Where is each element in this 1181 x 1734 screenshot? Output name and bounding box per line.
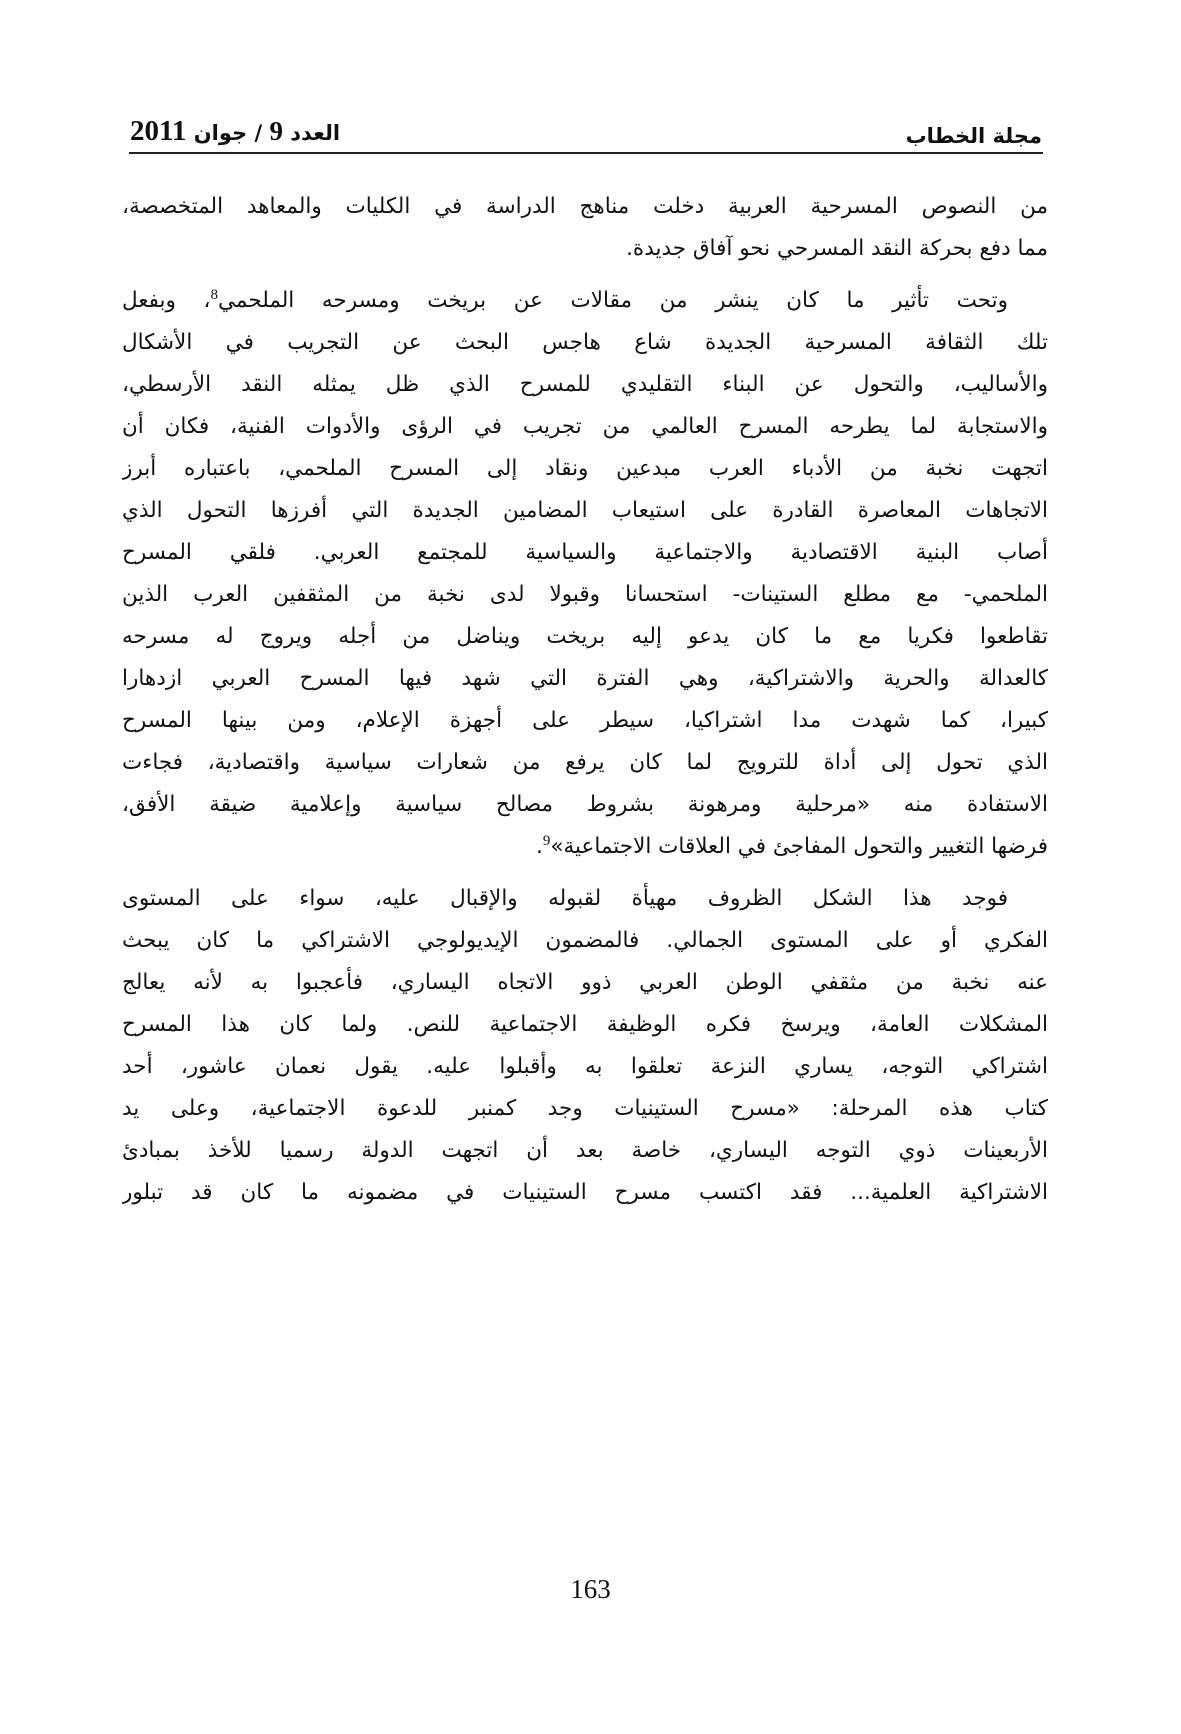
text-line: كالعدالة والحرية والاشتراكية، وهي الفترة التي شهد فيها المسرح العربي ازدهارا	[122, 666, 1048, 691]
text-line: مما دفع بحركة النقد المسرحي نحو آفاق جديدة.	[626, 236, 1048, 261]
text-line: فوجد هذا الشكل الظروف مهيأة لقبوله والإقبال عليه، سواء على المستوى	[122, 886, 1008, 911]
header-rule	[129, 152, 1043, 154]
text-fragment: ، وبفعل	[122, 288, 211, 313]
text-line: أصاب البنية الاقتصادية والاجتماعية والسياسية للمجتمع العربي. فلقي المسرح	[122, 540, 1048, 565]
text-line: الفكري أو على المستوى الجمالي. فالمضمون الإيديولوجي الاشتراكي ما كان يبحث	[122, 928, 1048, 953]
issue-label: العدد	[290, 121, 341, 145]
page-number: 163	[570, 1574, 611, 1604]
issue-month: / جوان	[193, 121, 263, 145]
paragraph-1	[122, 186, 1048, 270]
text-line: الاشتراكية العلمية... فقد اكتسب مسرح الستينيات في مضمونه ما كان قد تبلور	[122, 1180, 1048, 1205]
text-fragment: وتحت تأثير ما كان ينشر من مقالات عن بريخت ومسرحه الملحمي	[217, 288, 1008, 313]
text-fragment: فرضها التغيير والتحول المفاجئ في العلاقات الاجتماعية»	[550, 834, 1048, 859]
footnote-ref-9[interactable]: 9	[542, 833, 551, 849]
text-line: الأربعينات ذوي التوجه اليساري، خاصة بعد أن اتجهت الدولة رسميا للأخذ بمبادئ	[122, 1138, 1048, 1163]
text-line: من النصوص المسرحية العربية دخلت مناهج الدراسة في الكليات والمعاهد المتخصصة،	[122, 194, 1048, 219]
article-body	[122, 186, 1048, 1214]
text-line: المشكلات العامة، ويرسخ فكره الوظيفة الاجتماعية للنص. ولما كان هذا المسرح	[122, 1012, 1048, 1037]
text-line: اتجهت نخبة من الأدباء العرب مبدعين ونقاد إلى المسرح الملحمي، باعتباره أبرز	[122, 456, 1048, 481]
text-fragment: .	[535, 834, 543, 859]
text-line: اشتراكي التوجه، يساري النزعة تعلقوا به وأقبلوا عليه. يقول نعمان عاشور، أحد	[122, 1054, 1048, 1079]
text-line: الاتجاهات المعاصرة القادرة على استيعاب المضامين الجديدة التي أفرزها التحول الذي	[122, 498, 1048, 523]
text-line: الذي تحول إلى أداة للترويج لما كان يرفع من شعارات سياسية واقتصادية، فجاءت	[122, 750, 1048, 775]
issue-info	[130, 115, 340, 148]
text-line	[122, 280, 1048, 322]
text-line: عنه نخبة من مثقفي الوطن العربي ذوو الاتجاه اليساري، فأعجبوا به لأنه يعالج	[122, 970, 1048, 995]
text-line: كتاب هذه المرحلة: «مسرح الستينيات وجد كمنبر للدعوة الاجتماعية، وعلى يد	[122, 1096, 1048, 1121]
text-line: تقاطعوا فكريا مع ما كان يدعو إليه بريخت ويناضل من أجله ويروج له مسرحه	[122, 624, 1048, 649]
running-header	[130, 108, 1042, 148]
paragraph-3	[122, 878, 1048, 1214]
text-line	[122, 826, 1048, 868]
issue-year: 2011	[130, 115, 187, 147]
text-line: والأساليب، والتحول عن البناء التقليدي للمسرح الذي ظل يمثله النقد الأرسطي،	[122, 372, 1048, 397]
text-line: كبيرا، كما شهدت مدا اشتراكيا، سيطر على أجهزة الإعلام، ومن بينها المسرح	[122, 708, 1048, 733]
text-line: والاستجابة لما يطرحه المسرح العالمي من تجريب في الرؤى والأدوات الفنية، فكان أن	[122, 414, 1048, 439]
paragraph-2	[122, 280, 1048, 868]
text-line: الاستفادة منه «مرحلية ومرهونة بشروط مصالح سياسية وإعلامية ضيقة الأفق،	[122, 792, 1048, 817]
text-line: تلك الثقافة المسرحية الجديدة شاع هاجس البحث عن التجريب في الأشكال	[122, 330, 1048, 355]
journal-title: مجلة الخطاب	[905, 124, 1042, 148]
text-line: الملحمي- مع مطلع الستينات- استحسانا وقبولا لدى نخبة من المثقفين العرب الذين	[122, 582, 1048, 607]
footnote-ref-8[interactable]: 8	[210, 287, 218, 303]
issue-number: 9	[269, 116, 283, 146]
